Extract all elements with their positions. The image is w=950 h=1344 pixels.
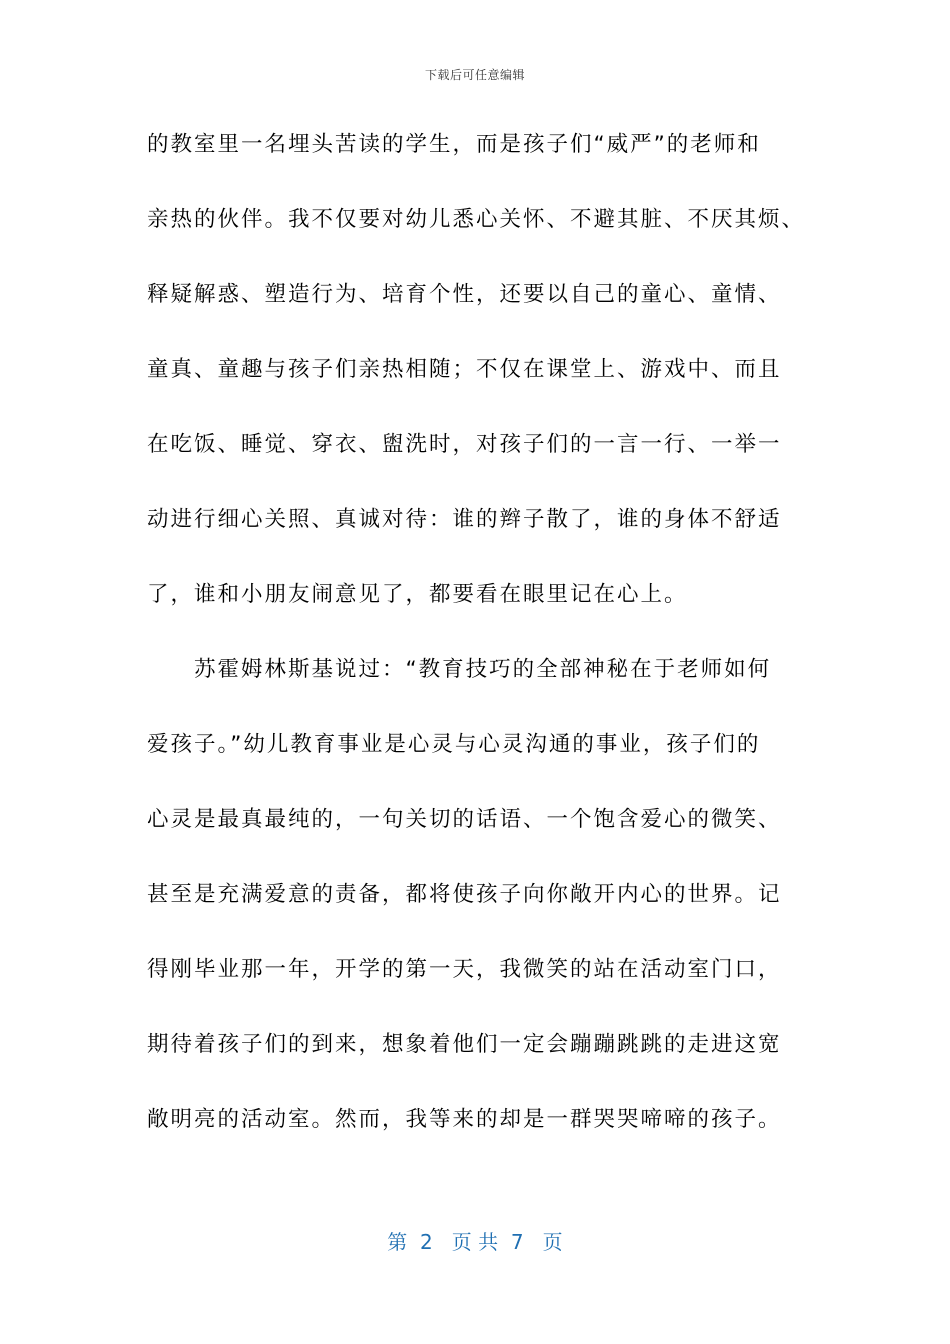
header-note: 下载后可任意编辑 [424,68,525,82]
document-body [147,124,807,1174]
text-line: 敞明亮的活动室。然而，我等来的却是一群哭哭啼啼的孩子。 [147,1107,782,1132]
text-line: 在吃饭、睡觉、穿衣、盥洗时，对孩子们的一言一行、一举一 [147,432,782,457]
page-number: 第 2 页 共 7 页 [387,1230,563,1254]
text-line: 甚至是充满爱意的责备，都将使孩子向你敞开内心的世界。记 [147,882,782,907]
text-line: 释疑解惑、塑造行为、培育个性，还要以自己的童心、童情、 [147,282,782,307]
text-line: 动进行细心关照、真诚对待：谁的辫子散了，谁的身体不舒适 [147,507,782,532]
text-line: 心灵是最真最纯的，一句关切的话语、一个饱含爱心的微笑、 [147,807,782,832]
text-line: 爱孩子。”幼儿教育事业是心灵与心灵沟通的事业，孩子们的 [147,732,761,757]
text-line: 的教室里一名埋头苦读的学生，而是孩子们“威严”的老师和 [147,132,761,157]
text-line: 了，谁和小朋友闹意见了，都要看在眼里记在心上。 [147,582,688,607]
paragraph-start-line: 苏霍姆林斯基说过：“教育技巧的全部神秘在于老师如何 [194,657,772,682]
text-line: 童真、童趣与孩子们亲热相随；不仅在课堂上、游戏中、而且 [147,357,782,382]
text-line: 期待着孩子们的到来，想象着他们一定会蹦蹦跳跳的走进这宽 [147,1032,782,1057]
text-line: 亲热的伙伴。我不仅要对幼儿悉心关怀、不避其脏、不厌其烦、 [147,207,806,232]
text-line: 得刚毕业那一年，开学的第一天，我微笑的站在活动室门口， [147,957,782,982]
